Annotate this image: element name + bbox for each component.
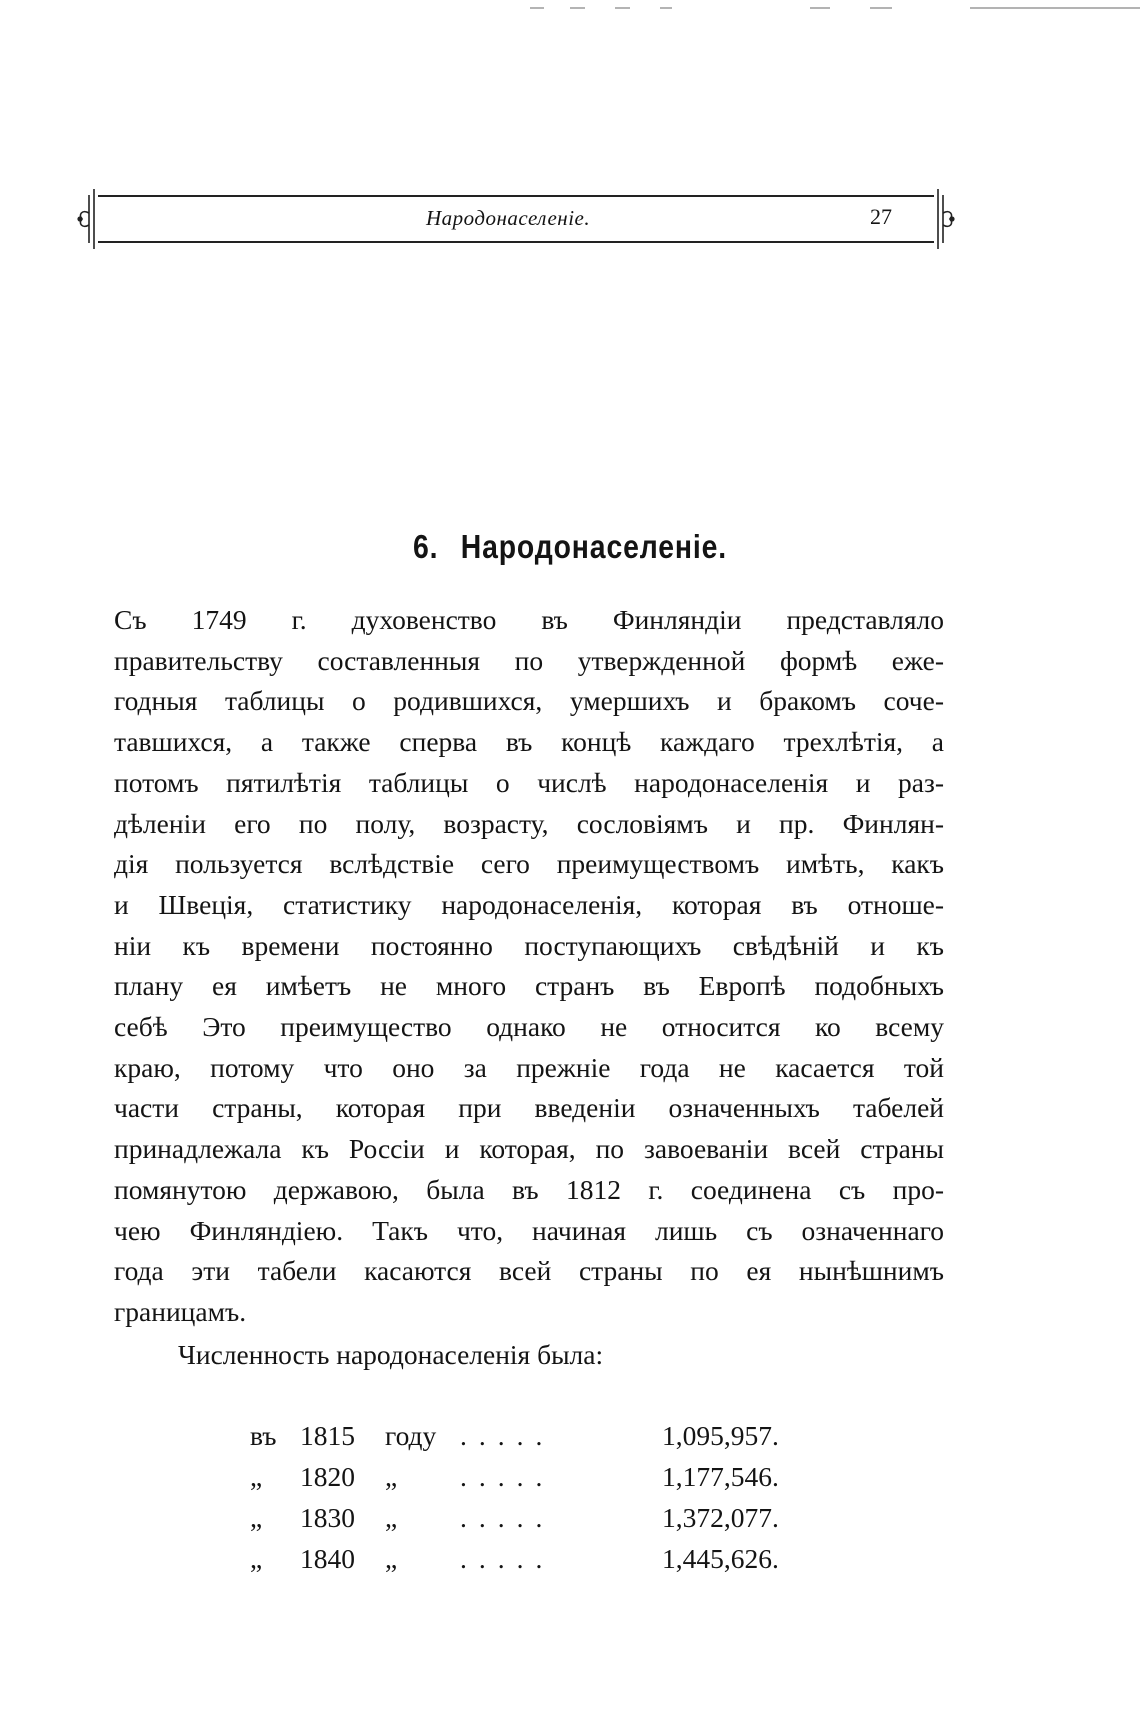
row-unit: „ [385,1502,398,1533]
page-number: 27 [870,204,892,229]
paragraph-line: и Швецiя, статистику народонаселенiя, которая въ отноше- [114,888,944,920]
header-rule-top [98,195,934,197]
row-leader-dots: ..... [460,1543,555,1574]
row-prefix: „ [250,1502,263,1533]
header-rule-bottom [98,241,934,243]
paragraph-line: помянутою державою, была въ 1812 г. соединена съ про- [114,1173,944,1205]
table-row [250,1543,810,1584]
row-prefix: въ [250,1420,277,1451]
row-leader-dots: ..... [460,1461,555,1492]
paragraph-line: потомъ пятилѣтiя таблицы о числѣ народонаселенiя и раз- [114,766,944,798]
row-prefix: „ [250,1461,263,1492]
row-value: 1,372,077. [662,1502,779,1533]
paragraph-line: принадлежала къ Россiи и которая, по завоеванiи всей страны [114,1133,944,1165]
row-unit: „ [385,1461,398,1492]
paragraph-line: нiи къ времени постоянно поступающихъ свѣдѣнiй и къ [114,929,944,961]
section-number: 6. [412,528,439,565]
population-table [250,1420,810,1584]
row-value: 1,095,957. [662,1420,779,1451]
paragraph-line: года эти табели касаются всей страны по ея нынѣшнимъ [114,1255,944,1287]
row-unit: „ [385,1543,398,1574]
paragraph-line: тавшихся, а также сперва въ концѣ каждаго трехлѣтiя, а [114,726,944,758]
paragraph-line: чею Финляндiею. Такъ что, начиная лишь съ означеннаго [114,1214,944,1246]
paragraph-line: правительству составленныя по утвержденной формѣ еже- [114,644,944,676]
row-prefix: „ [250,1543,263,1574]
paragraph-line: краю, потому что оно за прежнiе года не касается той [114,1051,944,1083]
paragraph-line: границамъ. [114,1295,247,1327]
row-year: 1815 [300,1420,355,1451]
row-year: 1830 [300,1502,355,1533]
paragraph-line: плану ея имѣетъ не много странъ въ Европѣ подобныхъ [114,970,944,1002]
row-leader-dots: ..... [460,1420,555,1451]
paragraph-line: себѣ Это преимущество однако не относится ко всему [114,1011,944,1043]
table-row [250,1420,810,1461]
row-year: 1820 [300,1461,355,1492]
row-year: 1840 [300,1543,355,1574]
scan-marks [500,6,1140,10]
section-heading [80,528,1060,566]
table-row [250,1461,810,1502]
row-leader-dots: ..... [460,1502,555,1533]
paragraph-line: части страны, которая при введенiи означенныхъ табелей [114,1092,944,1124]
table-row [250,1502,810,1543]
body-paragraph [114,600,944,1333]
ornament-right-icon [930,187,956,251]
row-unit: году [385,1420,437,1451]
row-value: 1,445,626. [662,1543,779,1574]
section-title: Народонаселенiе. [460,528,728,565]
paragraph-line: дiя пользуется вслѣдствiе сего преимуществомъ имѣть, какъ [114,848,944,880]
population-intro: Численность народонаселенiя была: [178,1339,604,1370]
paragraph-line: годныя таблицы о родившихся, умершихъ и бракомъ сочe- [114,685,944,717]
paragraph-line: дѣленiи его по полу, возрасту, сословiямъ и пр. Финлян- [114,807,944,839]
ornament-left-icon [76,187,102,251]
paragraph-line: Съ 1749 г. духовенство въ Финляндiи представляло [114,604,944,635]
running-header [90,193,942,245]
running-title: Народонаселенiе. [426,206,591,230]
row-value: 1,177,546. [662,1461,779,1492]
